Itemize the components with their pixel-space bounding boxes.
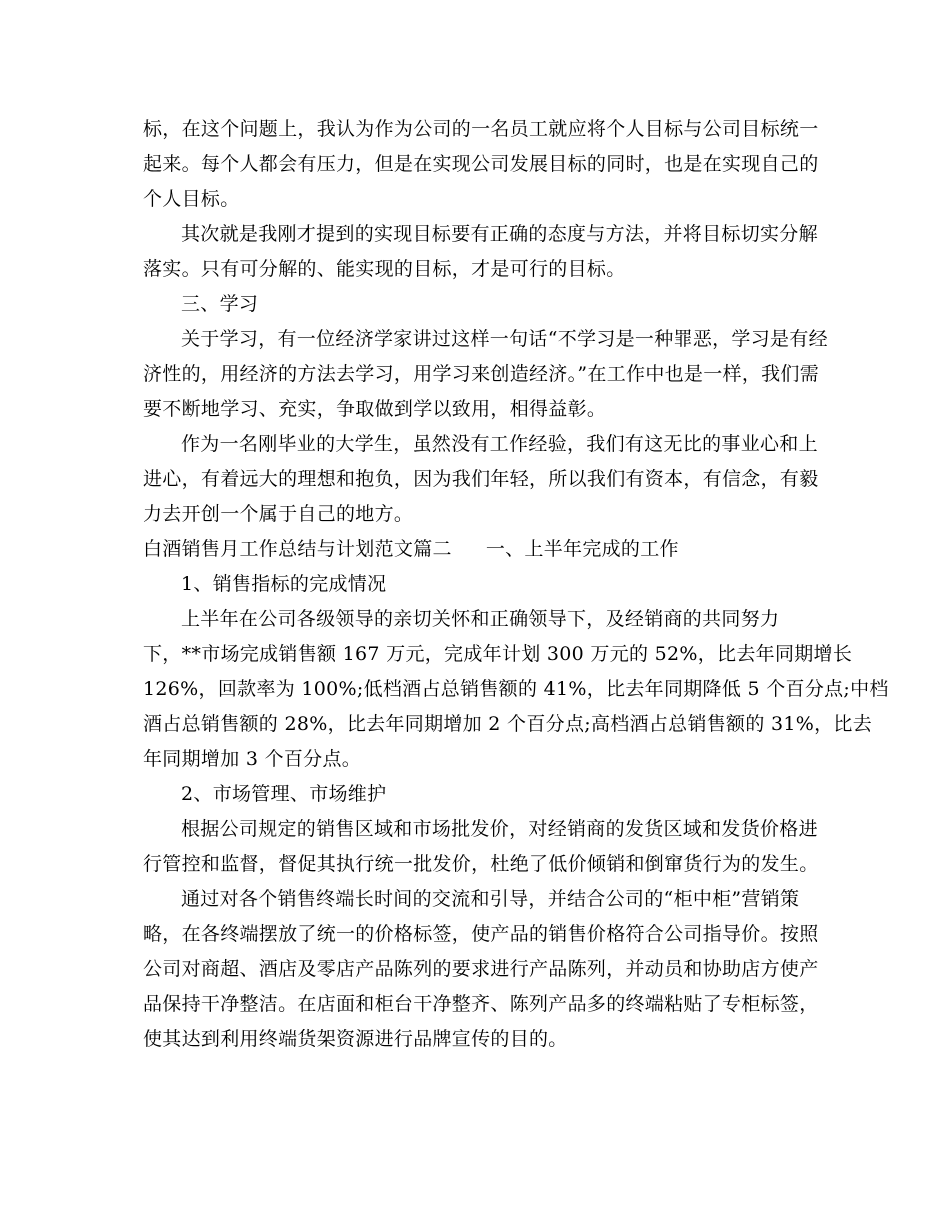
text-line: 落实。只有可分解的、能实现的目标，才是可行的目标。 xyxy=(143,258,626,280)
paragraph-start-line: 根据公司规定的销售区域和市场批发价，对经销商的发货区域和发货价格进 xyxy=(181,818,818,840)
text-line: 要不断地学习、充实，争取做到学以致用，相得益彰。 xyxy=(143,398,607,420)
paragraph-start-line: 关于学习，有一位经济学家讲过这样一句话“不学习是一种罪恶，学习是有经 xyxy=(181,328,828,350)
text-line: 行管控和监督，督促其执行统一批发价，杜绝了低价倾销和倒窜货行为的发生。 xyxy=(143,853,819,875)
text-line: 使其达到利用终端货架资源进行品牌宣传的目的。 xyxy=(143,1028,568,1050)
text-line: 起来。每个人都会有压力，但是在实现公司发展目标的同时，也是在实现自己的 xyxy=(143,153,819,175)
section-heading-first-half: 一、上半年完成的工作 xyxy=(485,538,679,560)
paragraph-start-line: 作为一名刚毕业的大学生，虽然没有工作经验，我们有这无比的事业心和上 xyxy=(181,433,818,455)
paragraph-start-line: 上半年在公司各级领导的亲切关怀和正确领导下，及经销商的共同努力 xyxy=(181,608,780,630)
text-line: 126%，回款率为 100%;低档酒占总销售额的 41%，比去年同期降低 5 个百分点;中档 xyxy=(143,678,889,700)
text-line: 标，在这个问题上，我认为作为公司的一名员工就应将个人目标与公司目标统一 xyxy=(143,118,819,140)
text-line: 酒占总销售额的 28%，比去年同期增加 2 个百分点;高档酒占总销售额的 31%，比去 xyxy=(143,713,873,735)
subheading-market-management: 2、市场管理、市场维护 xyxy=(181,783,387,805)
paragraph-start-line: 通过对各个销售终端长时间的交流和引导，并结合公司的“柜中柜”营销策 xyxy=(181,888,800,910)
article-title: 白酒销售月工作总结与计划范文篇二 xyxy=(143,538,452,560)
section-heading-study: 三、学习 xyxy=(181,293,259,315)
text-line: 略，在各终端摆放了统一的价格标签，使产品的销售价格符合公司指导价。按照 xyxy=(143,923,819,945)
text-line: 济性的，用经济的方法去学习，用学习来创造经济。”在工作中也是一样，我们需 xyxy=(143,363,820,385)
document-body xyxy=(143,112,889,1057)
article-title-line xyxy=(143,532,813,567)
text-line: 力去开创一个属于自己的地方。 xyxy=(143,503,414,525)
text-line: 年同期增加 3 个百分点。 xyxy=(143,748,362,770)
subheading-sales-targets: 1、销售指标的完成情况 xyxy=(181,573,387,595)
text-line: 品保持干净整洁。在店面和柜台干净整齐、陈列产品多的终端粘贴了专柜标签， xyxy=(143,993,819,1015)
text-line: 个人目标。 xyxy=(143,188,240,210)
text-line: 进心，有着远大的理想和抱负，因为我们年轻，所以我们有资本，有信念，有毅 xyxy=(143,468,819,490)
text-line: 下，**市场完成销售额 167 万元，完成年计划 300 万元的 52%，比去年同期增长 xyxy=(143,643,853,665)
paragraph-start-line: 其次就是我刚才提到的实现目标要有正确的态度与方法，并将目标切实分解 xyxy=(181,223,818,245)
text-line: 公司对商超、酒店及零店产品陈列的要求进行产品陈列，并动员和协助店方使产 xyxy=(143,958,819,980)
